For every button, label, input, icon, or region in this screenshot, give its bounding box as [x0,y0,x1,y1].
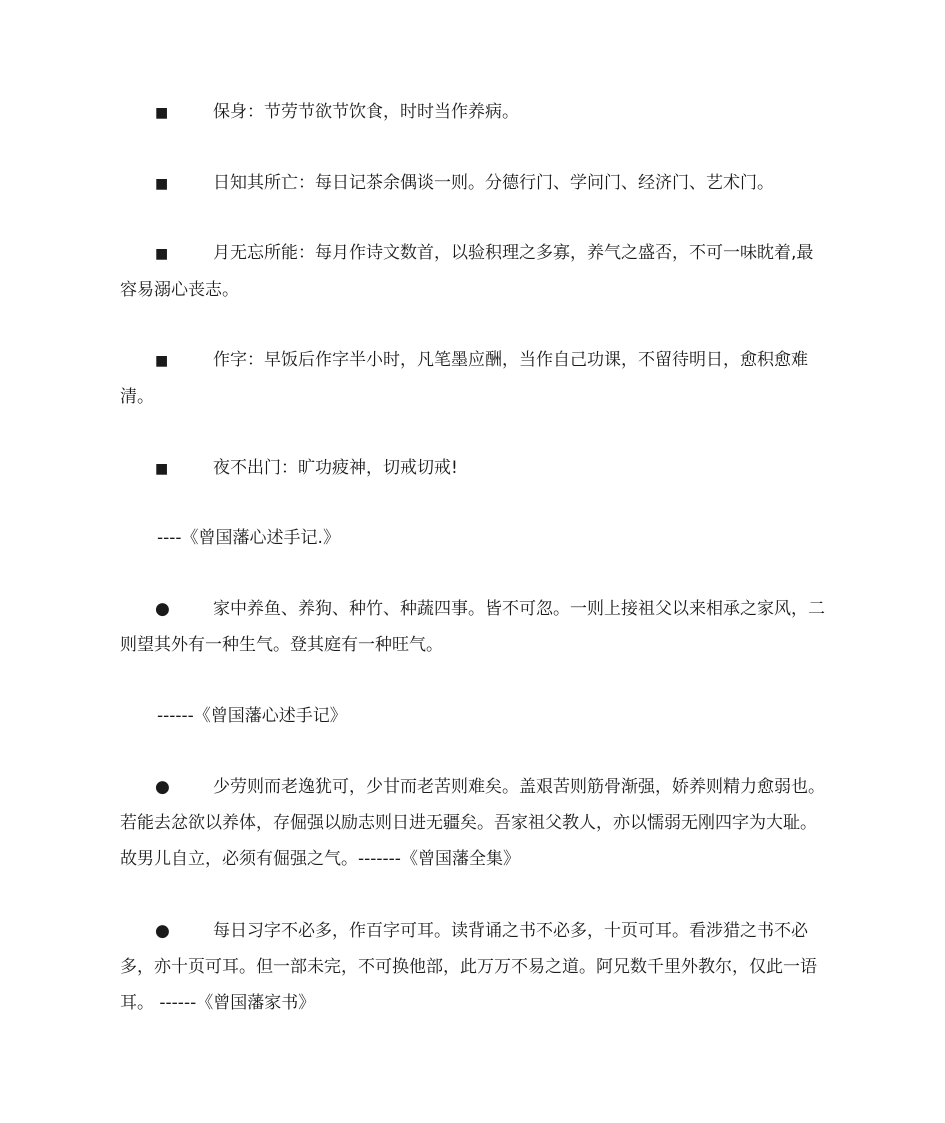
list-item [120,165,828,202]
source-citation: ------《曾国藩心述手记》 [157,706,347,726]
square-bullet-icon: ■ [155,353,169,369]
list-item [120,769,828,877]
list-item-text: 家中养鱼、养狗、种竹、种蔬四事。皆不可忽。一则上接祖父以来相承之家风，二则望其外有一种生气。登其庭有一种旺气。 [120,599,825,655]
list-item-text: 作字：早饭后作字半小时，凡笔墨应酬，当作自己功课，不留待明日，愈积愈难清。 [120,350,808,407]
list-item [120,235,828,308]
square-bullet-icon: ■ [155,246,169,262]
list-item-text: 夜不出门：旷功疲神，切戒切戒! [213,458,458,478]
list-item [120,94,828,131]
list-item-text: 日知其所亡：每日记茶余偶谈一则。分德行门、学问门、经济门、艺术门。 [213,173,774,193]
list-item-text: 保身：节劳节欲节饮食，时时当作养病。 [213,102,519,122]
list-item [120,591,828,663]
square-bullet-icon: ■ [155,461,169,477]
list-item-text: 少劳则而老逸犹可，少甘而老苦则难矣。盖艰苦则筋骨渐强，娇养则精力愈弱也。若能去忿欲以养体，存倔强以励志则日进无疆矣。吾家祖父教人，亦以懦弱无刚四字为大耻。故男儿自立，必须有倔强之气。-------《曾国藩全集》 [120,777,825,869]
list-item [120,342,828,415]
source-citation: ----《曾国藩心述手记.》 [157,528,340,548]
list-item [120,913,828,1021]
list-item [120,450,828,487]
list-item-text: 每日习字不必多，作百字可耳。读背诵之书不必多，十页可耳。看涉猎之书不必多，亦十页可耳。但一部未完，不可换他部，此万万不易之道。阿兄数千里外教尔，仅此一语耳。 ------《曾国藩家书》 [120,921,817,1013]
square-bullet-icon: ■ [155,105,169,121]
square-bullet-icon: ■ [155,176,169,192]
dot-bullet-icon: ● [155,777,170,797]
list-item-text: 月无忘所能：每月作诗文数首，以验积理之多寡，养气之盛否，不可一味眈着,最容易溺心丧志。 [120,243,814,300]
dot-bullet-icon: ● [155,921,170,941]
dot-bullet-icon: ● [155,599,170,619]
